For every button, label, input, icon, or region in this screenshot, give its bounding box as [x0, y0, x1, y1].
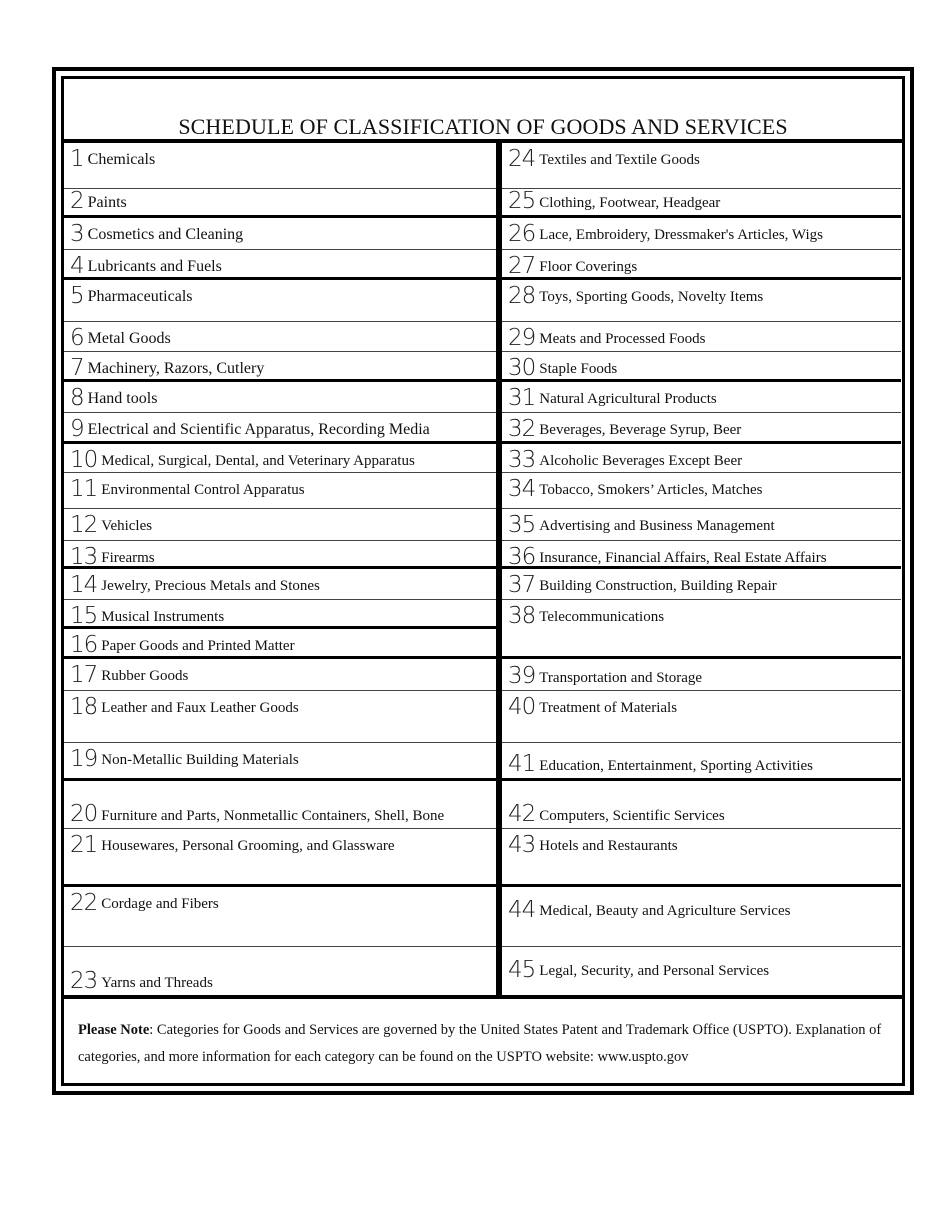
- class-row: [64, 629, 496, 659]
- class-label: Medical, Beauty and Agriculture Services: [539, 903, 791, 919]
- class-row: [64, 189, 496, 218]
- class-number: 19: [70, 746, 98, 772]
- class-label: Paints: [87, 194, 127, 211]
- class-number: 11: [70, 476, 98, 502]
- class-label: Computers, Scientific Services: [539, 808, 725, 824]
- class-label: Housewares, Personal Grooming, and Glassware: [101, 838, 395, 854]
- class-label: Meats and Processed Foods: [539, 331, 706, 347]
- class-row: [502, 143, 901, 189]
- class-row: [64, 541, 496, 569]
- class-label: Environmental Control Apparatus: [101, 482, 305, 498]
- class-number: 10: [70, 447, 98, 473]
- class-label: Education, Entertainment, Sporting Activities: [539, 758, 813, 774]
- class-row: [64, 444, 496, 473]
- class-number: 39: [508, 663, 536, 689]
- class-label: Tobacco, Smokers’ Articles, Matches: [539, 482, 763, 498]
- class-row: [502, 541, 901, 569]
- class-number: 34: [508, 476, 536, 502]
- class-row: [502, 218, 901, 250]
- class-number: 2: [70, 189, 84, 214]
- class-number: 43: [508, 832, 536, 858]
- class-label: Musical Instruments: [101, 609, 225, 625]
- class-label: Machinery, Razors, Cutlery: [87, 360, 265, 377]
- class-number: 23: [70, 968, 98, 994]
- class-label: Legal, Security, and Personal Services: [539, 963, 770, 979]
- class-label: Lubricants and Fuels: [87, 258, 222, 275]
- class-row: [64, 280, 496, 322]
- class-number: 8: [70, 385, 84, 411]
- class-number: 16: [70, 632, 98, 658]
- class-row: [502, 829, 901, 887]
- class-row: [502, 600, 901, 659]
- class-label: Clothing, Footwear, Headgear: [539, 195, 721, 211]
- class-number: 38: [508, 603, 536, 629]
- class-row: [502, 250, 901, 280]
- document-inner-border: [61, 76, 905, 1086]
- class-label: Medical, Surgical, Dental, and Veterinary Apparatus: [101, 453, 415, 469]
- note-label: Please Note: [78, 1022, 150, 1038]
- class-label: Hotels and Restaurants: [539, 838, 678, 854]
- class-label: Lace, Embroidery, Dressmaker's Articles, Wigs: [539, 227, 823, 243]
- class-number: 14: [70, 572, 98, 598]
- class-label: Transportation and Storage: [539, 670, 703, 686]
- class-label: Advertising and Business Management: [539, 518, 775, 534]
- class-label: Floor Coverings: [539, 259, 638, 275]
- class-label: Yarns and Threads: [101, 975, 213, 991]
- class-label: Paper Goods and Printed Matter: [101, 638, 295, 654]
- class-row: [502, 887, 901, 947]
- class-number: 18: [70, 694, 98, 720]
- class-row: [64, 250, 496, 280]
- class-row: [502, 473, 901, 509]
- class-row: [64, 781, 496, 829]
- class-row: [502, 189, 901, 218]
- class-row: [64, 218, 496, 250]
- class-number: 9: [70, 416, 84, 442]
- class-label: Alcoholic Beverages Except Beer: [539, 453, 743, 469]
- class-row: [64, 743, 496, 781]
- class-number: 12: [70, 512, 98, 538]
- class-label: Chemicals: [87, 151, 156, 168]
- class-row: [64, 352, 496, 382]
- class-row: [64, 600, 496, 629]
- right-class-column: [502, 143, 901, 995]
- document-outer-border: [52, 67, 914, 1095]
- class-number: 35: [508, 512, 536, 538]
- class-number: 27: [508, 253, 536, 279]
- class-label: Staple Foods: [539, 361, 618, 377]
- class-label: Textiles and Textile Goods: [539, 152, 700, 168]
- class-row: [64, 473, 496, 509]
- class-row: [64, 887, 496, 947]
- class-number: 15: [70, 603, 98, 629]
- class-number: 22: [70, 890, 98, 916]
- class-number: 7: [70, 355, 84, 381]
- class-number: 32: [508, 416, 536, 442]
- class-row: [502, 444, 901, 473]
- class-number: 37: [508, 572, 536, 598]
- class-number: 24: [508, 146, 536, 172]
- class-number: 30: [508, 355, 536, 381]
- class-row: [64, 382, 496, 413]
- class-number: 3: [70, 221, 84, 247]
- class-label: Non-Metallic Building Materials: [101, 752, 299, 768]
- class-label: Beverages, Beverage Syrup, Beer: [539, 422, 742, 438]
- page-title: SCHEDULE OF CLASSIFICATION OF GOODS AND SERVICES: [178, 114, 788, 139]
- class-label: Natural Agricultural Products: [539, 391, 717, 407]
- class-row: [64, 413, 496, 444]
- class-row: [64, 829, 496, 887]
- footer-note: [78, 1017, 892, 1071]
- class-label: Jewelry, Precious Metals and Stones: [101, 578, 320, 594]
- class-label: Insurance, Financial Affairs, Real Estate Affairs: [539, 550, 827, 566]
- class-row: [502, 382, 901, 413]
- class-number: 13: [70, 544, 98, 569]
- class-label: Treatment of Materials: [539, 700, 678, 716]
- class-row: [502, 322, 901, 352]
- class-label: Electrical and Scientific Apparatus, Recording Media: [87, 421, 430, 438]
- class-number: 28: [508, 283, 536, 309]
- left-class-column: [64, 143, 496, 995]
- class-label: Hand tools: [87, 390, 158, 407]
- class-label: Pharmaceuticals: [87, 288, 193, 305]
- class-row: [64, 569, 496, 600]
- class-number: 4: [70, 253, 84, 279]
- class-number: 17: [70, 662, 98, 688]
- class-row: [502, 413, 901, 444]
- class-label: Firearms: [101, 550, 155, 566]
- class-number: 21: [70, 832, 98, 858]
- note-text: : Categories for Goods and Services are governed by the United States Patent and Trademark Office (USPTO). Explanation of categories, and more information for each category can be found on the USPTO website: www.uspto.gov: [78, 1022, 882, 1065]
- class-number: 44: [508, 897, 536, 923]
- class-label: Toys, Sporting Goods, Novelty Items: [539, 289, 764, 305]
- class-label: Leather and Faux Leather Goods: [101, 700, 299, 716]
- class-number: 42: [508, 801, 536, 827]
- class-number: 33: [508, 447, 536, 473]
- class-number: 5: [70, 283, 84, 309]
- class-label: Furniture and Parts, Nonmetallic Containers, Shell, Bone: [101, 808, 445, 824]
- class-number: 20: [70, 801, 98, 827]
- class-label: Cordage and Fibers: [101, 896, 219, 912]
- class-row: [64, 509, 496, 541]
- class-row: [502, 659, 901, 691]
- class-label: Vehicles: [101, 518, 153, 534]
- class-row: [64, 691, 496, 743]
- class-number: 29: [508, 325, 536, 351]
- class-row: [502, 352, 901, 382]
- class-label: Metal Goods: [87, 330, 171, 347]
- class-row: [64, 322, 496, 352]
- class-row: [64, 143, 496, 189]
- class-number: 40: [508, 694, 536, 720]
- class-number: 36: [508, 544, 536, 569]
- class-label: Cosmetics and Cleaning: [87, 226, 244, 243]
- class-row: [502, 691, 901, 743]
- class-row: [502, 743, 901, 781]
- class-number: 1: [70, 146, 84, 172]
- class-label: Building Construction, Building Repair: [539, 578, 777, 594]
- class-number: 26: [508, 221, 536, 247]
- class-number: 6: [70, 325, 84, 351]
- class-number: 31: [508, 385, 536, 411]
- class-row: [502, 947, 901, 995]
- class-number: 25: [508, 189, 536, 214]
- class-label: Rubber Goods: [101, 668, 189, 684]
- class-row: [502, 280, 901, 322]
- class-label: Telecommunications: [539, 609, 665, 625]
- class-row: [502, 781, 901, 829]
- class-number: 45: [508, 957, 536, 983]
- class-row: [502, 509, 901, 541]
- class-number: 41: [508, 751, 536, 777]
- class-row: [502, 569, 901, 600]
- class-row: [64, 659, 496, 691]
- table-bottom-rule: [64, 995, 902, 999]
- class-row: [64, 947, 496, 995]
